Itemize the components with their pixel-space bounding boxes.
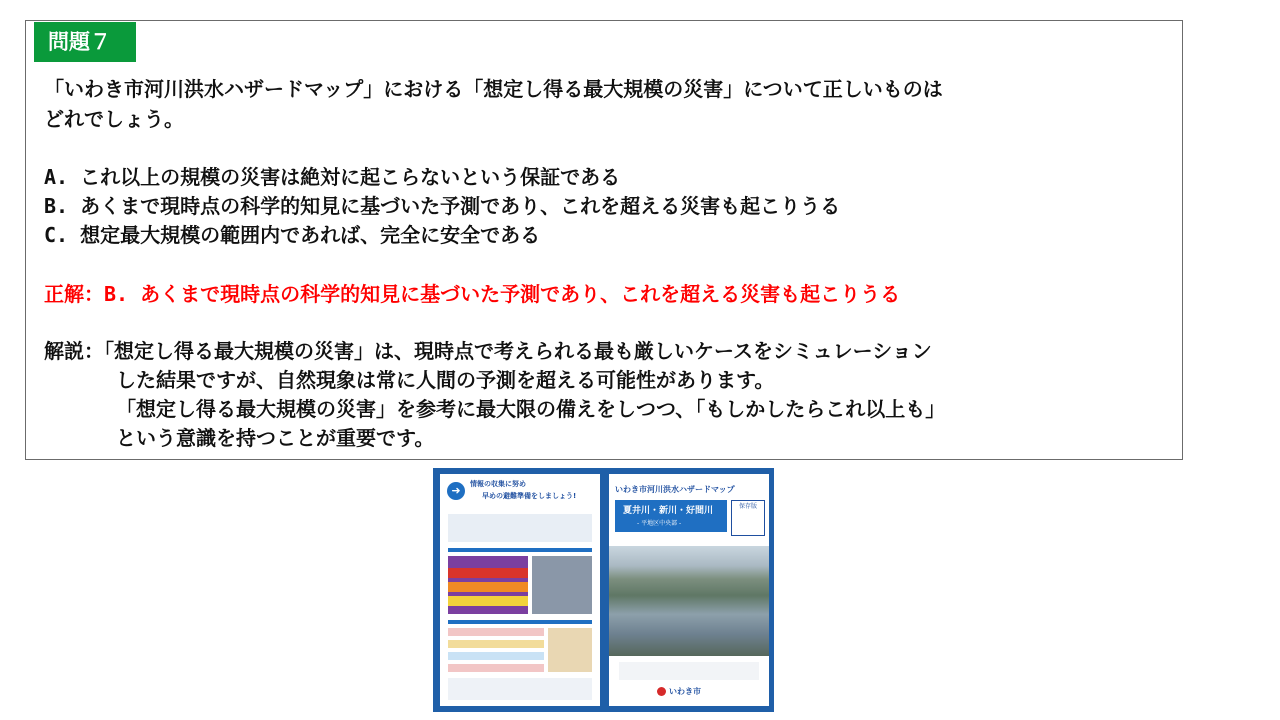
brochure-back-page [440, 474, 600, 706]
brochure-left-title2: 早めの避難準備をしましょう! [482, 492, 577, 500]
question-text-line1: 「いわき市河川洪水ハザードマップ」における「想定し得る最大規模の災害」について正しいものは [44, 77, 943, 101]
brochure-area: - 平地区中央部 - [637, 520, 682, 527]
brochure-river-box [615, 500, 727, 532]
question-text-line2: どれでしょう。 [44, 107, 184, 131]
city-logo-text: いわき市 [669, 687, 701, 696]
brochure-cover-page [609, 474, 769, 706]
option-c: C. 想定最大規模の範囲内であれば、完全に安全である [44, 223, 541, 247]
brochure-title: いわき市河川洪水ハザードマップ [615, 485, 735, 494]
option-b: B. あくまで現時点の科学的知見に基づいた予測であり、これを超える災害も起こりうる [44, 194, 841, 218]
explanation-line2: した結果ですが、自然現象は常に人間の予測を超える可能性があります。 [116, 368, 775, 392]
brochure-tag-label: 保存版 [738, 503, 757, 510]
explanation-line3: 「想定し得る最大規模の災害」を参考に最大限の備えをしつつ、「もしかしたらこれ以上も」 [116, 397, 946, 421]
explanation-line1: 解説：「想定し得る最大規模の災害」は、現時点で考えられる最も厳しいケースをシミュレーション [44, 339, 932, 363]
answer-text: 正解：B. あくまで現時点の科学的知見に基づいた予測であり、これを超える災害も起こりうる [44, 282, 901, 306]
option-a: A. これ以上の規模の災害は絶対に起こらないという保証である [44, 165, 621, 189]
brochure-rivers: 夏井川・新川・好間川 [623, 506, 714, 516]
city-logo-mark-icon [657, 687, 666, 696]
running-person-icon: ➜ [447, 482, 465, 500]
flood-aerial-photo [609, 546, 769, 656]
city-logo [657, 686, 701, 697]
explanation-line4: という意識を持つことが重要です。 [116, 426, 435, 450]
hazard-map-brochure-image [433, 468, 774, 712]
brochure-left-title1: 情報の収集に努め [470, 480, 526, 488]
brochure-tag [731, 500, 765, 536]
question-badge: 問題７ [34, 22, 136, 62]
